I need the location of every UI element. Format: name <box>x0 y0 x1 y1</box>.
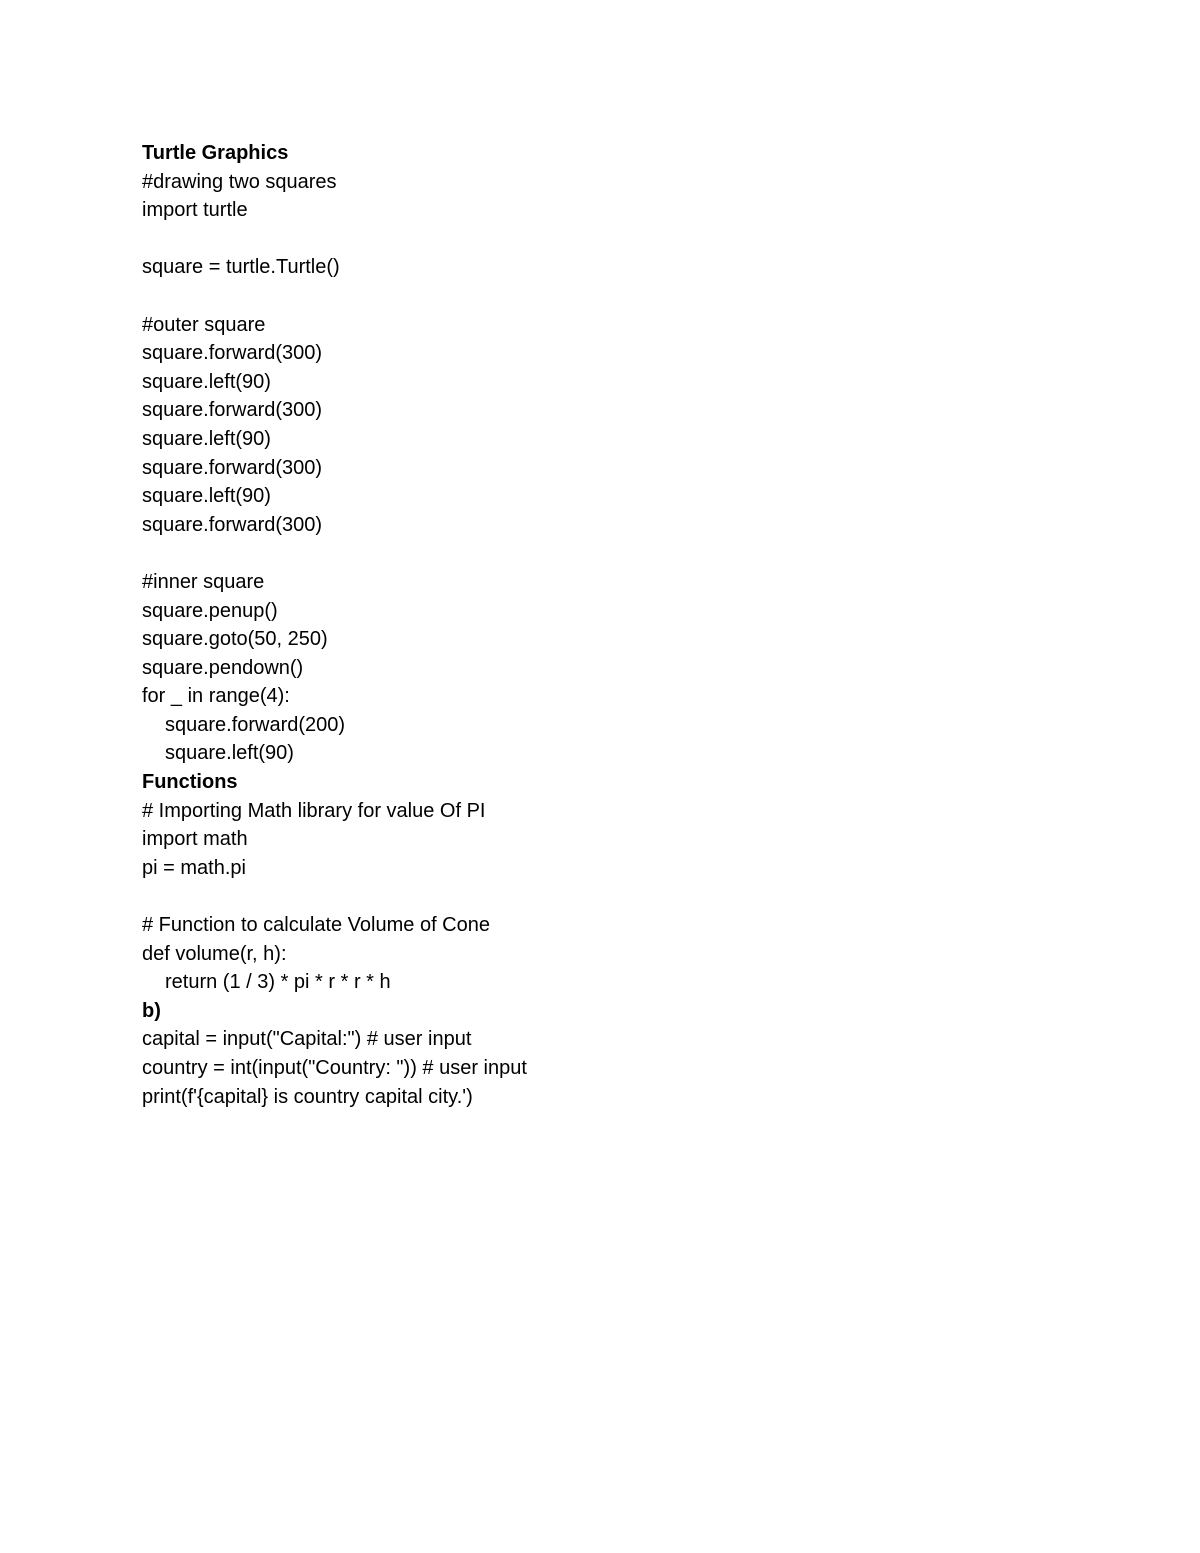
code-line: square = turtle.Turtle() <box>142 256 340 279</box>
document-page <box>142 139 1042 1111</box>
code-line: square.forward(300) <box>142 456 323 479</box>
code-line-indented: square.forward(200) <box>165 713 346 736</box>
blank-line <box>142 225 1042 254</box>
code-line: square.penup() <box>142 599 278 622</box>
code-line: # Importing Math library for value Of PI <box>142 799 486 822</box>
code-line: square.left(90) <box>142 485 271 508</box>
code-line: import math <box>142 828 248 851</box>
code-line: # Function to calculate Volume of Cone <box>142 914 490 937</box>
code-line: square.forward(300) <box>142 513 323 536</box>
blank-line <box>142 539 1042 568</box>
code-line: country = int(input("Country: ")) # user input <box>142 1057 527 1079</box>
code-line: #outer square <box>142 313 266 336</box>
code-line: square.left(90) <box>142 370 271 393</box>
section-heading-part-b: b) <box>142 999 161 1022</box>
code-line: square.pendown() <box>142 656 304 679</box>
code-line: square.forward(300) <box>142 342 323 365</box>
code-line: capital = input("Capital:") # user input <box>142 1028 472 1051</box>
code-line: square.forward(300) <box>142 399 323 422</box>
blank-line <box>142 882 1042 911</box>
code-line: pi = math.pi <box>142 856 246 879</box>
code-line: print(f'{capital} is country capital city.') <box>142 1085 473 1108</box>
code-line: #inner square <box>142 570 265 593</box>
section-heading-functions: Functions <box>142 771 238 794</box>
code-line: square.goto(50, 250) <box>142 628 328 651</box>
code-line: for _ in range(4): <box>142 685 290 708</box>
code-line: def volume(r, h): <box>142 942 287 965</box>
code-line-indented: square.left(90) <box>165 742 294 765</box>
code-line-indented: return (1 / 3) * pi * r * r * h <box>165 971 391 994</box>
code-line: square.left(90) <box>142 427 271 450</box>
blank-line <box>142 282 1042 311</box>
code-line: #drawing two squares <box>142 170 337 193</box>
code-line: import turtle <box>142 199 248 222</box>
section-heading-turtle-graphics: Turtle Graphics <box>142 142 289 164</box>
